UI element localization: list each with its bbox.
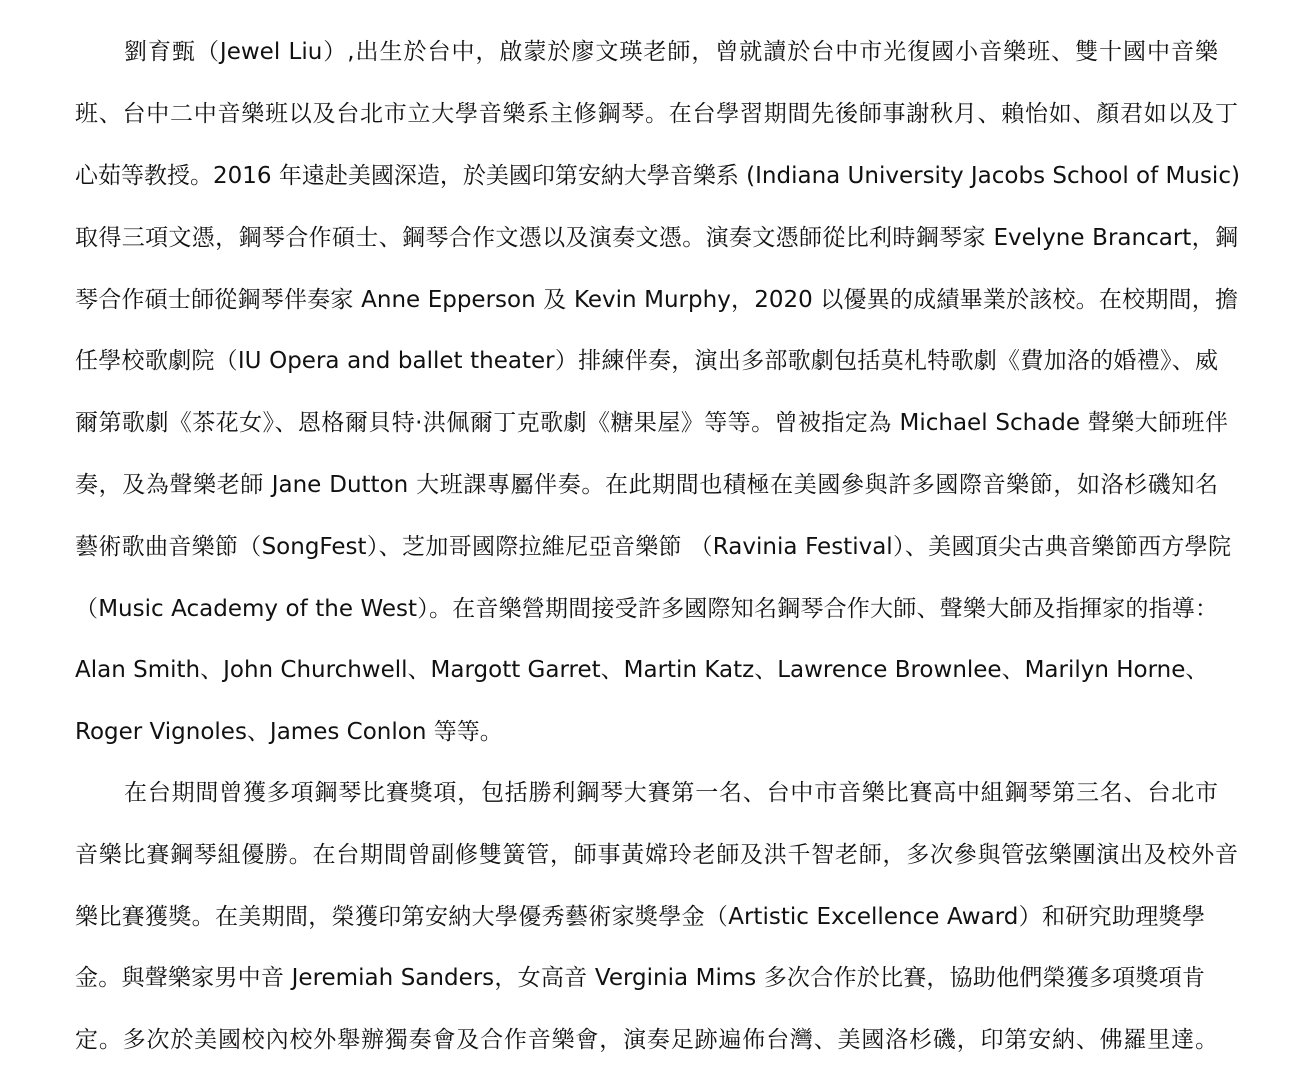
paragraph-2-line-3: 樂比賽獲獎。在美期間，榮獲印第安納大學優秀藝術家獎學金（Artistic Excellence Award）和研究助理獎學	[75, 904, 1205, 930]
paragraph-2-line-1: 在台期間曾獲多項鋼琴比賽獎項，包括勝利鋼琴大賽第一名、台中市音樂比賽高中組鋼琴第三名、台北市	[124, 780, 1218, 806]
paragraph-1-line-7: 爾第歌劇《茶花女》、恩格爾貝特·洪佩爾丁克歌劇《糖果屋》等等。曾被指定為 Michael Schade 聲樂大師班伴	[75, 410, 1228, 436]
paragraph-1-line-5: 琴合作碩士師從鋼琴伴奏家 Anne Epperson 及 Kevin Murphy，2020 以優異的成績畢業於該校。在校期間，擔	[75, 287, 1238, 313]
paragraph-1-line-9: 藝術歌曲音樂節（SongFest）、芝加哥國際拉維尼亞音樂節 （Ravinia Festival）、美國頂尖古典音樂節西方學院	[75, 534, 1231, 560]
paragraph-1-line-3: 心茹等教授。2016 年遠赴美國深造，於美國印第安納大學音樂系 (Indiana University Jacobs School of Music)	[75, 163, 1240, 189]
paragraph-1-line-12: Roger Vignoles、James Conlon 等等。	[75, 719, 503, 745]
paragraph-1-line-8: 奏，及為聲樂老師 Jane Dutton 大班課專屬伴奏。在此期間也積極在美國參與許多國際音樂節，如洛杉磯知名	[75, 472, 1218, 498]
paragraph-1-line-2: 班、台中二中音樂班以及台北市立大學音樂系主修鋼琴。在台學習期間先後師事謝秋月、賴怡如、顏君如以及丁	[75, 101, 1238, 127]
paragraph-1-line-10: （Music Academy of the West）。在音樂營期間接受許多國際知名鋼琴合作大師、聲樂大師及指揮家的指導：	[75, 596, 1218, 622]
paragraph-2-line-2: 音樂比賽鋼琴組優勝。在台期間曾副修雙簧管，師事黃嫦玲老師及洪千智老師，多次參與管弦樂團演出及校外音	[75, 842, 1238, 868]
paragraph-1-line-1: 劉育甄（Jewel Liu）,出生於台中，啟蒙於廖文瑛老師，曾就讀於台中市光復國小音樂班、雙十國中音樂	[124, 39, 1218, 65]
paragraph-1-line-4: 取得三項文憑，鋼琴合作碩士、鋼琴合作文憑以及演奏文憑。演奏文憑師從比利時鋼琴家 Evelyne Brancart，鋼	[75, 225, 1238, 251]
paragraph-1-line-6: 任學校歌劇院（IU Opera and ballet theater）排練伴奏，演出多部歌劇包括莫札特歌劇《費加洛的婚禮》、威	[75, 348, 1218, 374]
paragraph-2-line-4: 金。與聲樂家男中音 Jeremiah Sanders，女高音 Verginia Mims 多次合作於比賽，協助他們榮獲多項獎項肯	[75, 965, 1205, 991]
paragraph-1-line-11: Alan Smith、John Churchwell、Margott Garret、Martin Katz、Lawrence Brownlee、Marilyn Horne、	[75, 657, 1209, 683]
paragraph-2-line-5: 定。多次於美國校內校外舉辦獨奏會及合作音樂會，演奏足跡遍佈台灣、美國洛杉磯，印第安納、佛羅里達。	[75, 1027, 1218, 1053]
